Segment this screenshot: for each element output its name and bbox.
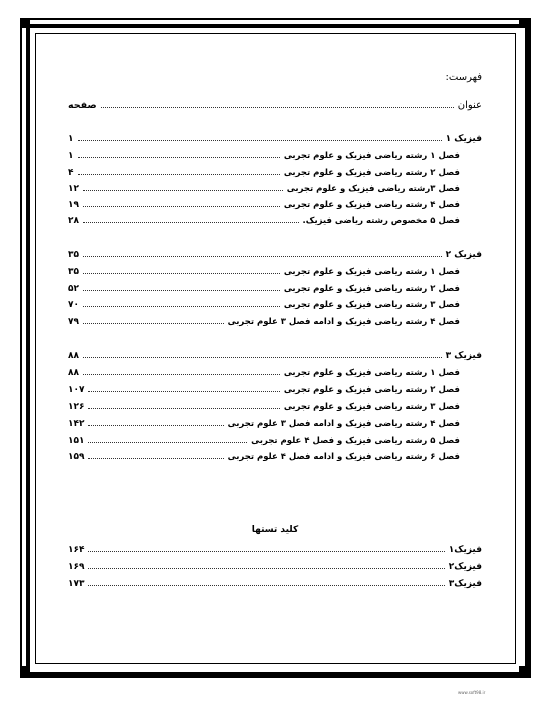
toc-entry-row[interactable] [68,398,482,412]
answer-key-page: ۱۷۳ [68,579,85,589]
entry-label: فصل ۳رشته ریاضی فیزیک و علوم تجربی [286,184,460,194]
answer-key-page: ۱۶۹ [68,562,85,572]
corner-bottom-right [519,666,529,676]
entry-page: ۱۲۶ [68,402,85,412]
entry-page: ۱۴۲ [68,419,85,429]
toc-section-row[interactable] [68,130,482,144]
section-title: فیزیک ۲ [445,250,482,260]
leader-dots [83,289,280,291]
leader-dots [78,156,280,158]
leader-dots [88,441,247,443]
leader-dots [83,189,283,191]
entry-page: ۸۸ [68,368,79,378]
entry-label: فصل ۵ مخصوص رشته ریاضی فیزیک. [302,216,460,226]
toc-entry-row[interactable] [68,432,482,446]
entry-page: ۲۸ [68,216,79,226]
entry-label: فصل ۱ رشته ریاضی فیزیک و علوم تجربی [283,267,460,277]
leader-dots [83,322,224,324]
leader-dots [101,106,454,108]
leader-dots [88,390,279,392]
answer-key-row[interactable] [68,558,482,572]
entry-page: ۱۹ [68,200,79,210]
entry-label: فصل ۱ رشته ریاضی فیزیک و علوم تجربی [283,151,460,161]
answer-key-label: فیزیک۱ [448,545,482,555]
toc-entry-row[interactable] [68,196,482,210]
entry-page: ۷۹ [68,317,79,327]
entry-page: ۱۲ [68,184,79,194]
entry-label: فصل ۳ رشته ریاضی فیزیک و علوم تجربی [283,300,460,310]
leader-dots [83,221,299,223]
toc-entry-row[interactable] [68,296,482,310]
entry-label: فصل ۶ رشته ریاضی فیزیک و ادامه فصل ۴ علوم تجربی [227,452,460,462]
toc-section-row[interactable] [68,347,482,361]
toc-entry-row[interactable] [68,280,482,294]
entry-page: ۱ [68,151,74,161]
section-title: فیزیک ۳ [445,351,482,361]
entry-page: ۷۰ [68,300,79,310]
entry-label: فصل ۴ رشته ریاضی فیزیک و ادامه فصل ۳ علوم تجربی [227,419,460,429]
column-title-label: عنوان [457,100,482,111]
leader-dots [78,139,442,141]
leader-dots [88,407,279,409]
leader-dots [88,424,223,426]
entry-page: ۳۵ [68,267,79,277]
toc-entry-row[interactable] [68,415,482,429]
footer-watermark: www.soft98.ir [458,690,486,695]
entry-label: فصل ۲ رشته ریاضی فیزیک و علوم تجربی [283,168,460,178]
leader-dots [83,373,280,375]
toc-section-row[interactable] [68,246,482,260]
leader-dots [83,272,280,274]
section-title: فیزیک ۱ [445,134,482,144]
toc-entry-row[interactable] [68,263,482,277]
answer-keys-title: کلید تستها [251,525,299,535]
entry-page: ۱۵۱ [68,436,85,446]
toc-entry-row[interactable] [68,313,482,327]
leader-dots [88,550,444,552]
entry-label: فصل ۲ رشته ریاضی فیزیک و علوم تجربی [283,385,460,395]
corner-top-left [20,18,30,28]
entry-label: فصل ۴ رشته ریاضی فیزیک و علوم تجربی [283,200,460,210]
toc-entry-row[interactable] [68,381,482,395]
answer-key-label: فیزیک۲ [448,562,482,572]
toc-heading: فهرست: [445,72,482,83]
leader-dots [88,567,444,569]
entry-page: ۱۵۹ [68,452,85,462]
entry-page: ۴ [68,168,74,178]
toc-entry-row[interactable] [68,448,482,462]
toc-entry-row[interactable] [68,147,482,161]
entry-label: فصل ۵ رشته ریاضی فیزیک و فصل ۴ علوم تجربی [251,436,460,446]
corner-bottom-left [20,666,30,676]
toc-entry-row[interactable] [68,212,482,226]
toc-entry-row[interactable] [68,364,482,378]
toc-entry-row[interactable] [68,180,482,194]
answer-key-row[interactable] [68,541,482,555]
answer-key-row[interactable] [68,575,482,589]
toc-entry-row[interactable] [68,164,482,178]
entry-label: فصل ۳ رشته ریاضی فیزیک و علوم تجربی [283,402,460,412]
entry-label: فصل ۱ رشته ریاضی فیزیک و علوم تجربی [283,368,460,378]
column-header-row [68,97,482,111]
section-page: ۱ [68,134,74,144]
leader-dots [78,173,280,175]
leader-dots [83,255,442,257]
answer-key-page: ۱۶۴ [68,545,85,555]
answer-key-label: فیزیک۳ [448,579,482,589]
section-page: ۳۵ [68,250,79,260]
corner-top-right [519,18,529,28]
leader-dots [83,205,280,207]
entry-page: ۱۰۷ [68,385,85,395]
entry-label: فصل ۴ رشته ریاضی فیزیک و ادامه فصل ۳ علوم تجربی [227,317,460,327]
leader-dots [88,584,444,586]
leader-dots [88,457,223,459]
entry-page: ۵۲ [68,284,79,294]
leader-dots [83,356,442,358]
entry-label: فصل ۲ رشته ریاضی فیزیک و علوم تجربی [283,284,460,294]
column-page-label: صفحه [68,100,97,111]
leader-dots [83,305,280,307]
section-page: ۸۸ [68,351,79,361]
